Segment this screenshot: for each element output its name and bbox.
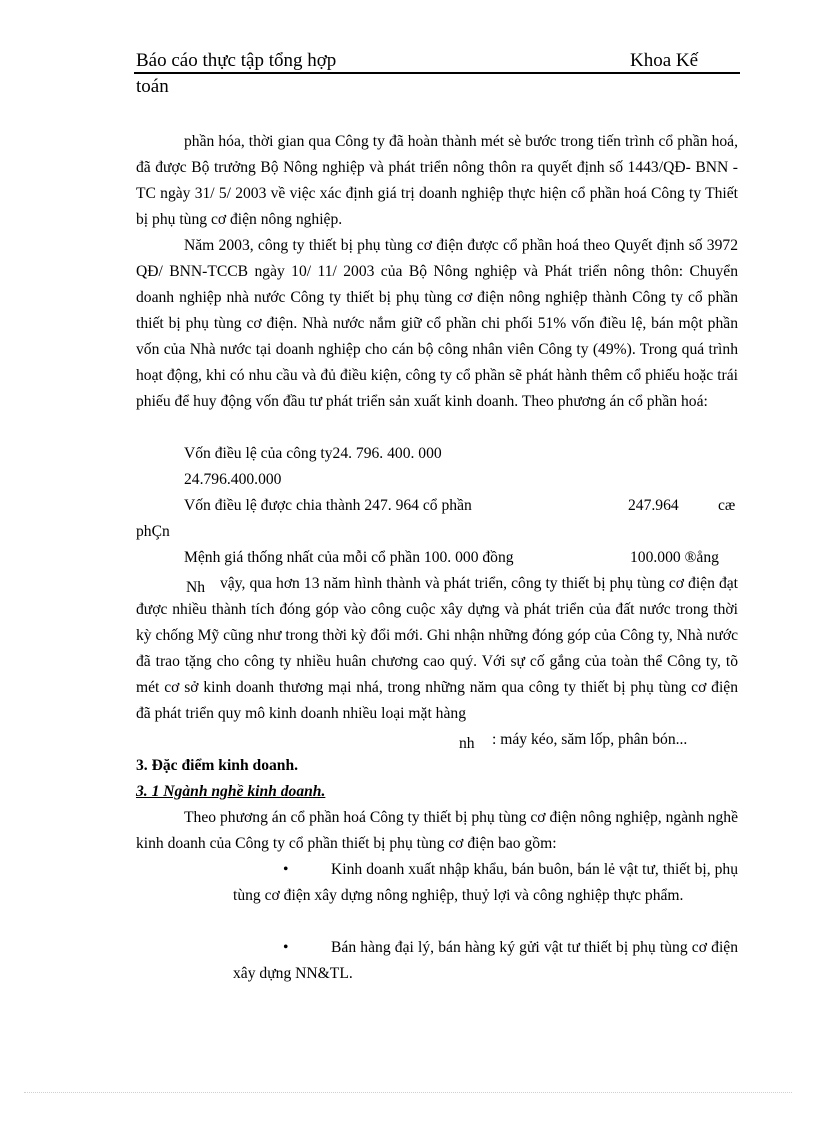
section-heading-3: 3. Đặc điểm kinh doanh. [136, 757, 299, 774]
capital-line-3-unit-b: phÇn [136, 523, 170, 540]
capital-line-4-value: 100.000 ®ång [630, 549, 719, 566]
paragraph-1-text: phần hóa, thời gian qua Công ty đã hoàn thành mét sè bước trong tiến trình cổ phần hoá, đã được Bộ trưởng Bộ Nông nghiệp và phát triển nông thôn ra quyết định số 1443/QĐ- BNN - TC ngày 31/ 5/ 2003 về việc xác định giá trị doanh nghiệp thực hiện cổ phần hoá Công ty Thiết bị phụ tùng cơ điện nông nghiệp. [136, 133, 738, 228]
department-label: Khoa Kế [630, 50, 699, 71]
capital-line-3: Vốn điều lệ được chia thành 247. 964 cổ phần [184, 497, 472, 514]
paragraph-3-nh: nh [459, 735, 475, 752]
bullet-dot-icon: • [283, 939, 289, 956]
paragraph-4-text: Theo phương án cổ phần hoá Công ty thiết bị phụ tùng cơ điện nông nghiệp, ngành nghề kinh doanh của Công ty cổ phần thiết bị phụ tùng cơ điện bao gồm: [136, 809, 738, 852]
paragraph-1 [136, 129, 738, 233]
capital-line-2: 24.796.400.000 [184, 471, 282, 488]
capital-line-3-unit-a: cæ [718, 497, 736, 514]
header-rule [134, 72, 740, 74]
capital-line-3-value: 247.964 [628, 497, 679, 514]
paragraph-2 [136, 233, 738, 415]
paragraph-2-text: Năm 2003, công ty thiết bị phụ tùng cơ điện được cổ phần hoá theo Quyết định số 3972 QĐ/ BNN-TCCB ngày 10/ 11/ 2003 của Bộ Nông nghiệp và Phát triển nông thôn: Chuyển doanh nghiệp nhà nước Công ty thiết bị phụ tùng cơ điện nông nghiệp thành Công ty cổ phần thiết bị phụ tùng cơ điện. Nhà nước nắm giữ cổ phần chi phối 51% vốn điều lệ, bán một phần vốn của Nhà nước tại doanh nghiệp cho cán bộ công nhân viên Công ty (49%). Trong quá trình hoạt động, khi có nhu cầu và đủ điều kiện, công ty cổ phần sẽ phát hành thêm cổ phiếu hoặc trái phiếu để huy động vốn đầu tư phát triển sản xuất kinh doanh. Theo phương án cổ phần hoá: [136, 237, 738, 410]
department-label-wrap: toán [136, 76, 169, 97]
page-bottom-border [24, 1092, 792, 1093]
paragraph-3-tail: : máy kéo, săm lốp, phân bón... [488, 727, 687, 753]
paragraph-3-text: vậy, qua hơn 13 năm hình thành và phát triển, công ty thiết bị phụ tùng cơ điện đạt được nhiều thành tích đóng góp vào công cuộc xây dựng và phát triển của đất nước trong thời kỳ chống Mỹ cũng như trong thời kỳ đổi mới. Ghi nhận những đóng góp của Công ty, Nhà nước đã trao tặng cho công ty nhiều huân chương cao quý. Với sự cố gắng của toàn thể Công ty, tõ mét cơ sở kinh doanh thương mại nhá, trong những năm qua công ty thiết bị phụ tùng cơ điện đã phát triển quy mô kinh doanh nhiều loại mặt hàng [136, 575, 738, 722]
paragraph-3-prefix: Nh [186, 579, 206, 596]
section-heading-3-1: 3. 1 Ngành nghề kinh doanh. [136, 783, 326, 800]
bullet-item-2-text: Bán hàng đại lý, bán hàng ký gửi vật tư thiết bị phụ tùng cơ điện xây dựng NN&TL. [233, 939, 738, 982]
bullet-dot-icon: • [283, 861, 289, 878]
capital-line-1: Vốn điều lệ của công ty24. 796. 400. 000 [184, 445, 442, 462]
capital-line-4: Mệnh giá thống nhất của mỗi cổ phần 100. 000 đồng [184, 549, 514, 566]
paragraph-3 [136, 571, 738, 727]
report-title: Báo cáo thực tập tổng hợp [136, 50, 337, 71]
bullet-item-2 [233, 935, 738, 987]
paragraph-4 [136, 805, 738, 857]
bullet-item-1-text: Kinh doanh xuất nhập khẩu, bán buôn, bán lẻ vật tư, thiết bị, phụ tùng cơ điện xây dựng nông nghiệp, thuỷ lợi và công nghiệp thực phẩm. [233, 861, 738, 904]
bullet-item-1 [233, 857, 738, 909]
